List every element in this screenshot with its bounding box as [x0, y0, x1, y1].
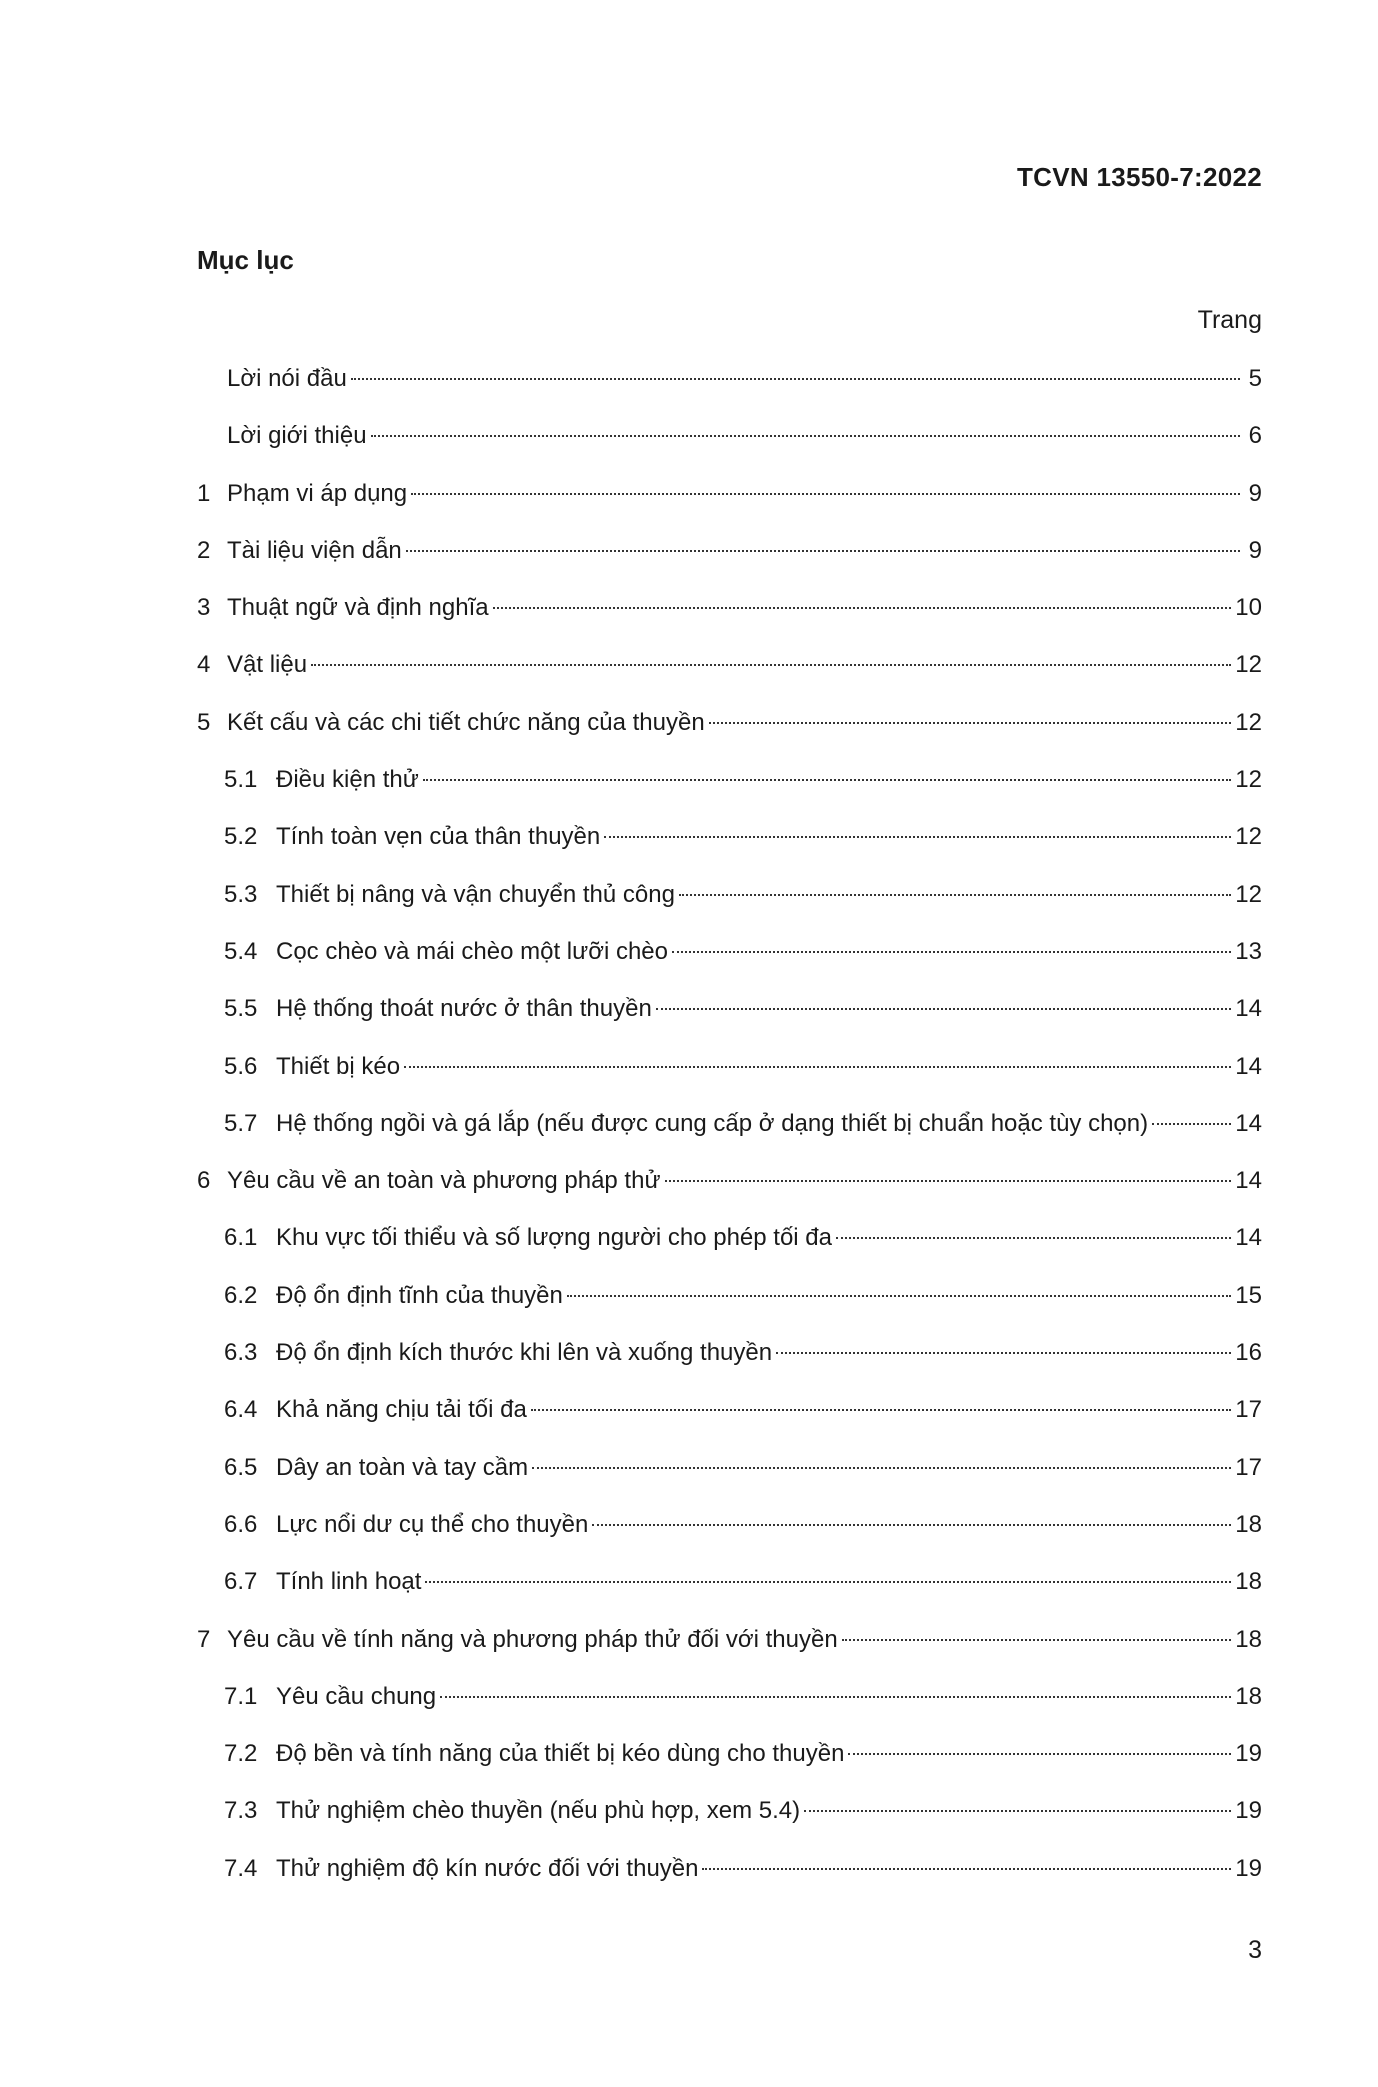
- toc-entry[interactable]: [197, 594, 1262, 651]
- toc-entry-number: 6.1: [224, 1224, 258, 1252]
- toc-entry[interactable]: [197, 938, 1262, 995]
- toc-entry-number: 2: [197, 536, 211, 564]
- toc-entry[interactable]: [197, 1053, 1262, 1110]
- toc-entry-page: 17: [1235, 1396, 1262, 1424]
- toc-entry-number: 6.3: [224, 1339, 258, 1367]
- dot-leader: [702, 1868, 1231, 1870]
- toc-entry-page: 12: [1235, 880, 1262, 908]
- toc-entry[interactable]: [197, 709, 1262, 766]
- toc-entry[interactable]: [197, 537, 1262, 594]
- toc-entry-number: 5.6: [224, 1052, 258, 1080]
- toc-entry-number: 5.3: [224, 880, 258, 908]
- toc-entry-title: Hệ thống ngồi và gá lắp (nếu được cung cấp ở dạng thiết bị chuẩn hoặc tùy chọn): [276, 1109, 1149, 1137]
- toc-entry-title: Tính linh hoạt: [276, 1568, 422, 1596]
- dot-leader: [567, 1295, 1231, 1297]
- toc-entry-title: Vật liệu: [227, 651, 308, 679]
- dot-leader: [679, 894, 1231, 896]
- dot-leader: [1152, 1123, 1231, 1125]
- toc-entry-title: Dây an toàn và tay cầm: [276, 1453, 529, 1481]
- toc-entry-number: 6.7: [224, 1568, 258, 1596]
- dot-leader: [423, 779, 1231, 781]
- toc-entry[interactable]: [197, 1568, 1262, 1625]
- toc-title: Mục lục: [197, 245, 294, 275]
- dot-leader: [406, 550, 1240, 552]
- toc-entry-number: 7: [197, 1625, 211, 1653]
- dot-leader: [404, 1066, 1231, 1068]
- toc-entry[interactable]: [197, 1626, 1262, 1683]
- toc-entry-page: 19: [1235, 1797, 1262, 1825]
- toc-entry-number: 7.3: [224, 1797, 258, 1825]
- dot-leader: [604, 836, 1231, 838]
- toc-entry-number: 5.1: [224, 766, 258, 794]
- toc-entry-number: 3: [197, 594, 211, 622]
- toc-entry[interactable]: [197, 1797, 1262, 1854]
- dot-leader: [371, 435, 1240, 437]
- toc-entry-number: 7.1: [224, 1682, 258, 1710]
- toc-entry[interactable]: [197, 651, 1262, 708]
- toc-entry-number: 6.4: [224, 1396, 258, 1424]
- dot-leader: [656, 1008, 1232, 1010]
- toc-entry-title: Kết cấu và các chi tiết chức năng của thuyền: [227, 708, 705, 736]
- dot-leader: [836, 1237, 1231, 1239]
- toc-entry-title: Tính toàn vẹn của thân thuyền: [276, 823, 601, 851]
- toc-entry-title: Thuật ngữ và định nghĩa: [227, 594, 489, 622]
- toc-entry-page: 18: [1235, 1510, 1262, 1538]
- toc-entry-title: Lực nổi dư cụ thể cho thuyền: [276, 1510, 589, 1538]
- toc-entry[interactable]: [197, 480, 1262, 537]
- toc-entry-title: Độ ổn định tĩnh của thuyền: [276, 1281, 563, 1309]
- toc-entry-page: 5: [1248, 365, 1262, 392]
- toc-list: [197, 365, 1262, 1912]
- toc-entry-page: 10: [1235, 594, 1262, 622]
- toc-entry-page: 9: [1248, 536, 1262, 564]
- dot-leader: [776, 1352, 1231, 1354]
- toc-entry[interactable]: [197, 1855, 1262, 1912]
- dot-leader: [592, 1524, 1231, 1526]
- toc-entry[interactable]: [197, 1339, 1262, 1396]
- toc-entry-title: Cọc chèo và mái chèo một lưỡi chèo: [276, 937, 668, 965]
- dot-leader: [665, 1180, 1232, 1182]
- toc-entry-page: 14: [1235, 1224, 1262, 1252]
- dot-leader: [532, 1467, 1231, 1469]
- toc-entry-title: Độ ổn định kích thước khi lên và xuống thuyền: [276, 1339, 773, 1367]
- toc-entry-page: 14: [1235, 1052, 1262, 1080]
- toc-entry-number: 1: [197, 479, 211, 507]
- toc-entry[interactable]: [197, 1110, 1262, 1167]
- toc-entry-page: 18: [1235, 1682, 1262, 1710]
- toc-entry-title: Lời nói đầu: [227, 365, 347, 392]
- page-column-label: Trang: [1197, 306, 1262, 334]
- toc-entry-title: Yêu cầu chung: [276, 1682, 437, 1710]
- toc-entry-number: 6.2: [224, 1281, 258, 1309]
- toc-entry-title: Hệ thống thoát nước ở thân thuyền: [276, 995, 652, 1023]
- dot-leader: [411, 493, 1240, 495]
- toc-entry-page: 14: [1235, 1167, 1262, 1195]
- toc-entry-number: 6.5: [224, 1453, 258, 1481]
- dot-leader: [440, 1696, 1231, 1698]
- toc-entry-page: 16: [1235, 1339, 1262, 1367]
- toc-entry-number: 6: [197, 1167, 211, 1195]
- toc-entry-page: 12: [1235, 823, 1262, 851]
- dot-leader: [351, 378, 1240, 380]
- toc-entry[interactable]: [197, 1683, 1262, 1740]
- toc-entry-page: 18: [1235, 1568, 1262, 1596]
- toc-entry[interactable]: [197, 422, 1262, 479]
- toc-entry-title: Độ bền và tính năng của thiết bị kéo dùng cho thuyền: [276, 1740, 845, 1768]
- toc-entry[interactable]: [197, 1740, 1262, 1797]
- toc-entry-title: Lời giới thiệu: [227, 422, 367, 450]
- toc-entry-page: 12: [1235, 651, 1262, 679]
- toc-entry[interactable]: [197, 1511, 1262, 1568]
- toc-entry-page: 19: [1235, 1854, 1262, 1882]
- toc-entry-title: Thiết bị kéo: [276, 1052, 401, 1080]
- toc-entry-page: 15: [1235, 1281, 1262, 1309]
- toc-entry-title: Tài liệu viện dẫn: [227, 536, 402, 564]
- toc-entry-page: 6: [1248, 422, 1262, 450]
- toc-entry-page: 14: [1235, 1109, 1262, 1137]
- toc-entry-title: Thiết bị nâng và vận chuyển thủ công: [276, 880, 675, 908]
- toc-entry-page: 9: [1248, 479, 1262, 507]
- toc-entry-number: 5.5: [224, 995, 258, 1023]
- toc-entry-number: 5: [197, 708, 211, 736]
- toc-entry-title: Khả năng chịu tải tối đa: [276, 1396, 527, 1424]
- toc-entry-page: 12: [1235, 708, 1262, 736]
- toc-entry-title: Phạm vi áp dụng: [227, 479, 408, 507]
- toc-entry[interactable]: [197, 995, 1262, 1052]
- toc-entry-page: 12: [1235, 766, 1262, 794]
- toc-entry[interactable]: [197, 1224, 1262, 1281]
- toc-entry-title: Điều kiện thử: [276, 766, 419, 794]
- toc-entry-title: Yêu cầu về an toàn và phương pháp thử: [227, 1167, 661, 1195]
- toc-entry-page: 18: [1235, 1625, 1262, 1653]
- dot-leader: [493, 607, 1232, 609]
- toc-entry-number: 6.6: [224, 1510, 258, 1538]
- toc-entry-number: 7.4: [224, 1854, 258, 1882]
- toc-entry-title: Thử nghiệm độ kín nước đối với thuyền: [276, 1854, 699, 1882]
- toc-entry-page: 13: [1235, 937, 1262, 965]
- toc-entry[interactable]: [197, 881, 1262, 938]
- toc-entry[interactable]: [197, 766, 1262, 823]
- dot-leader: [848, 1753, 1231, 1755]
- toc-entry-number: 5.4: [224, 937, 258, 965]
- dot-leader: [531, 1409, 1231, 1411]
- toc-entry[interactable]: [197, 1167, 1262, 1224]
- dot-leader: [804, 1810, 1231, 1812]
- toc-entry-number: 7.2: [224, 1740, 258, 1768]
- dot-leader: [842, 1639, 1232, 1641]
- dot-leader: [425, 1581, 1231, 1583]
- toc-entry[interactable]: [197, 1282, 1262, 1339]
- toc-entry[interactable]: [197, 1454, 1262, 1511]
- dot-leader: [709, 722, 1232, 724]
- toc-entry[interactable]: [197, 1396, 1262, 1453]
- toc-entry[interactable]: [197, 365, 1262, 422]
- dot-leader: [311, 664, 1231, 666]
- page-number: 3: [1248, 1936, 1262, 1964]
- toc-entry-number: 4: [197, 651, 211, 679]
- toc-entry-title: Thử nghiệm chèo thuyền (nếu phù hợp, xem 5.4): [276, 1797, 801, 1825]
- toc-entry-page: 19: [1235, 1740, 1262, 1768]
- toc-entry-number: 5.7: [224, 1109, 258, 1137]
- toc-entry-number: 5.2: [224, 823, 258, 851]
- toc-entry-page: 17: [1235, 1453, 1262, 1481]
- toc-entry-page: 14: [1235, 995, 1262, 1023]
- toc-entry-title: Yêu cầu về tính năng và phương pháp thử đối với thuyền: [227, 1625, 838, 1653]
- toc-entry-title: Khu vực tối thiểu và số lượng người cho phép tối đa: [276, 1224, 832, 1252]
- dot-leader: [672, 951, 1231, 953]
- document-code: TCVN 13550-7:2022: [1016, 162, 1262, 192]
- toc-entry[interactable]: [197, 823, 1262, 880]
